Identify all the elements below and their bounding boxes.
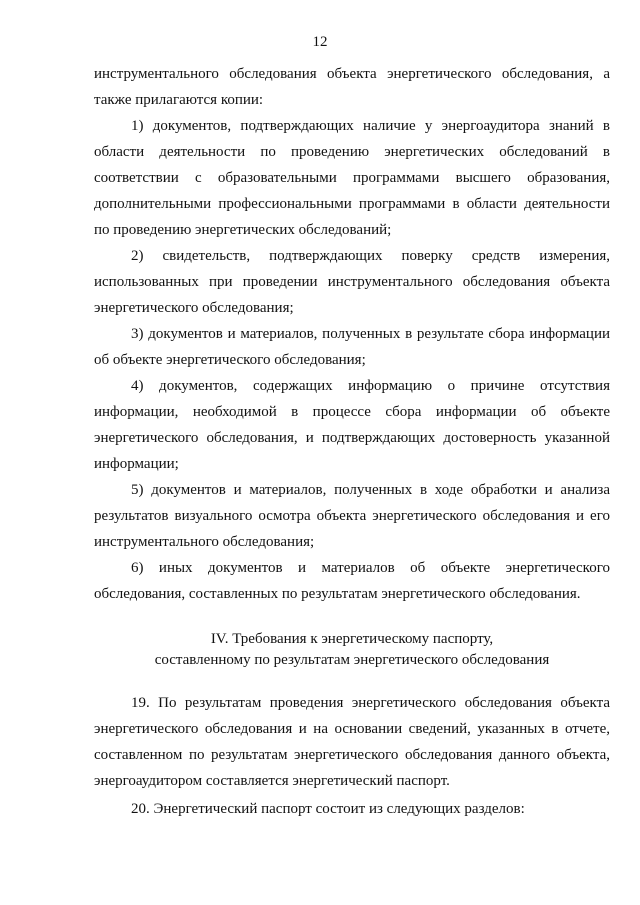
paragraph-item-2: 2) свидетельств, подтверждающих поверку средств измерения, использованных при проведении инструментального обследования объекта энергетического обследования; [94,248,610,316]
paragraph-item-4: 4) документов, содержащих информацию о причине отсутствия информации, необходимой в процессе сбора информации об объекте энергетического обследования, и подтверждающих достоверность указанной информации; [94,378,610,472]
paragraph-item-6: 6) иных документов и материалов об объекте энергетического обследования, составленных по результатам энергетического обследования. [94,560,610,602]
paragraph-clause-19: 19. По результатам проведения энергетического обследования объекта энергетического обследования и на основании сведений, указанных в отчете, составленном по результатам энергетического обследования данного объекта, энергоаудитором составляется энергетический паспорт. [94,695,610,789]
paragraph-item-1: 1) документов, подтверждающих наличие у энергоаудитора знаний в области деятельности по проведению энергетических обследований в соответствии с образовательными программами высшего образования, дополнительными профессиональными программами в области деятельности по проведению энергетических обследований; [94,118,610,238]
paragraph-intro: инструментального обследования объекта энергетического обследования, а также прилагаются копии: [94,66,610,108]
paragraph-item-5: 5) документов и материалов, полученных в ходе обработки и анализа результатов визуального осмотра объекта энергетического обследования и его инструментального обследования; [94,482,610,550]
section-heading [94,629,610,671]
paragraph-clause-20: 20. Энергетический паспорт состоит из следующих разделов: [131,801,525,817]
section-heading-line-2: составленному по результатам энергетического обследования [154,652,550,668]
paragraph-item-3: 3) документов и материалов, полученных в результате сбора информации об объекте энергетического обследования; [94,326,610,368]
section-heading-line-1: IV. Требования к энергетическому паспорту, [210,631,494,647]
body-text-upper [94,61,610,607]
body-text-lower [94,690,610,822]
page-number: 12 [312,34,328,50]
